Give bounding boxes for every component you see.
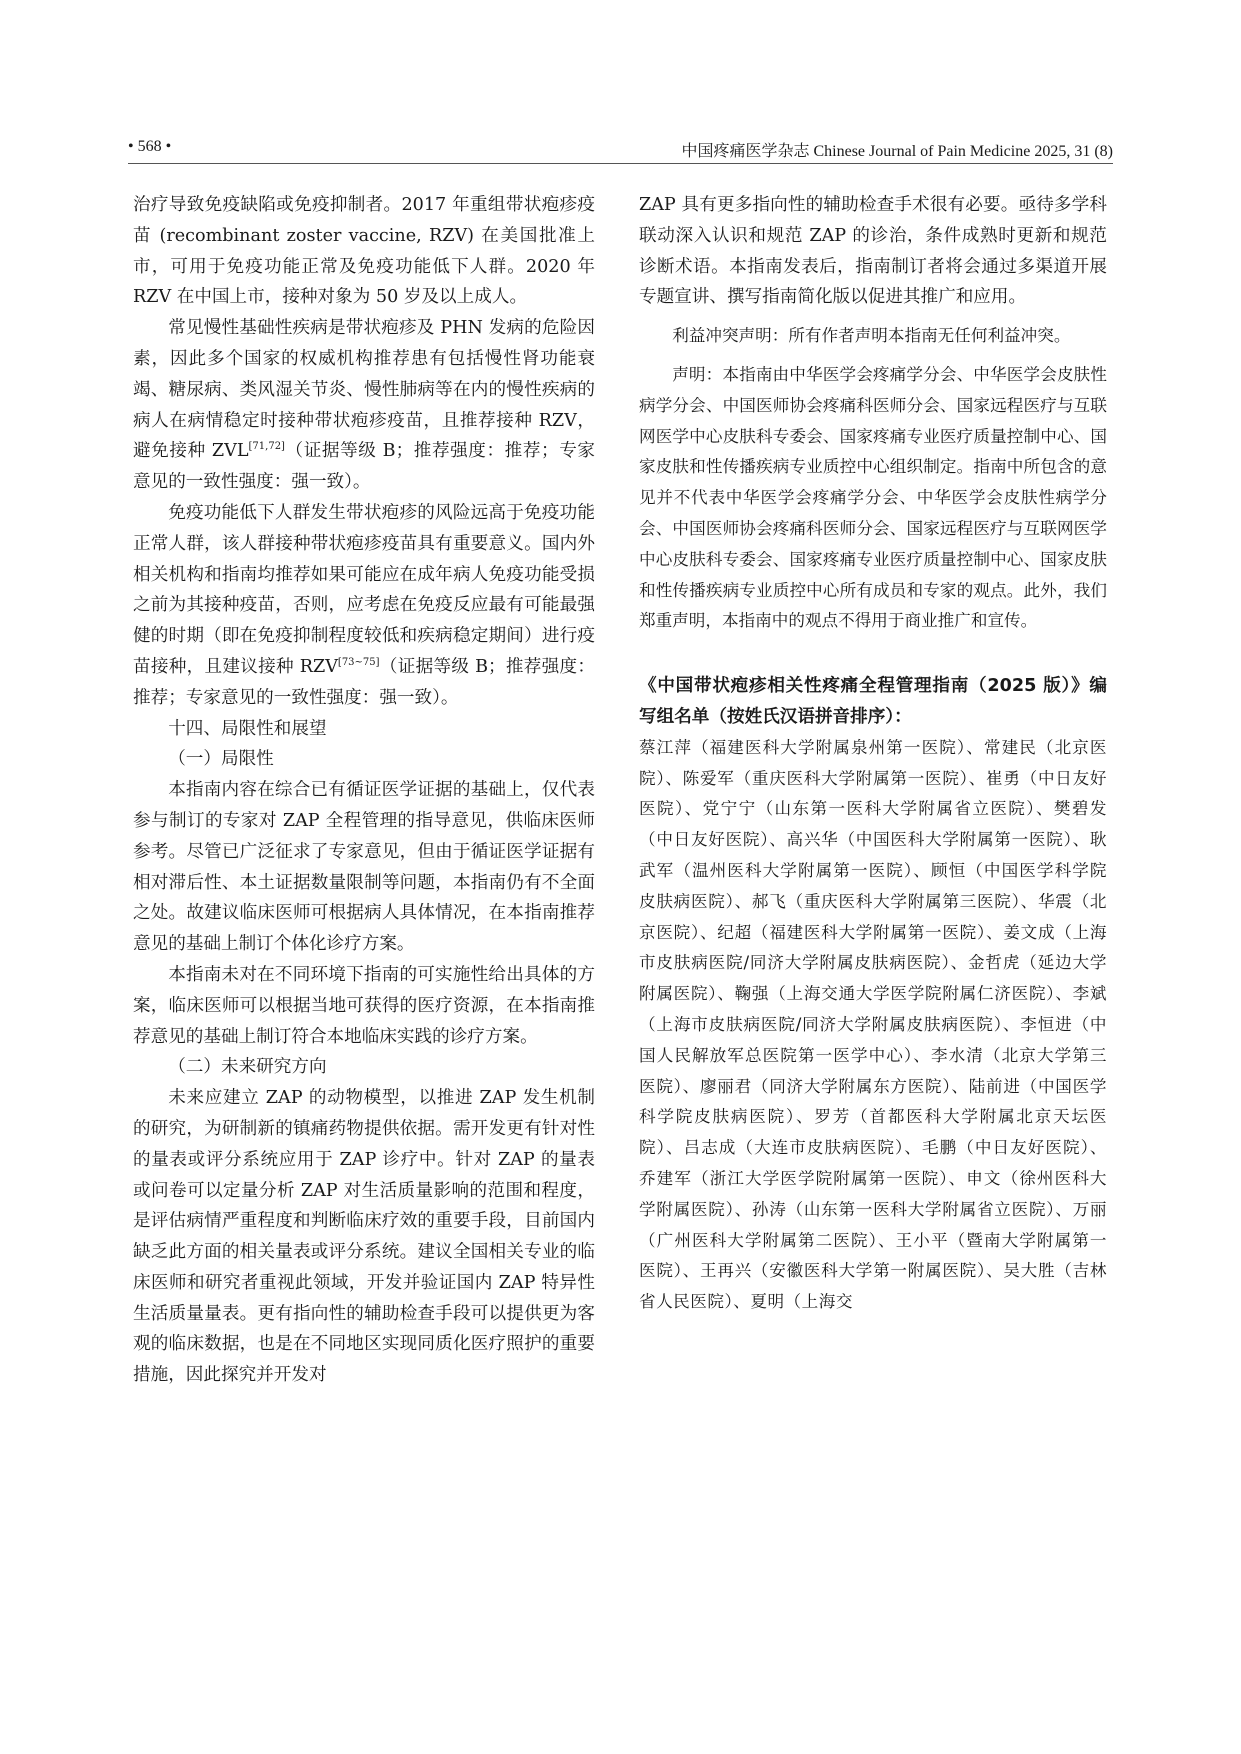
paragraph xyxy=(133,313,595,498)
paragraph: 本指南未对在不同环境下指南的可实施性给出具体的方案，临床医师可以根据当地可获得的医疗资源，在本指南推荐意见的基础上制订符合本地临床实践的诊疗方案。 xyxy=(133,964,595,1047)
subsection-heading: （一）局限性 xyxy=(168,749,274,770)
paragraph-text: 免疫功能低下人群发生带状疱疹的风险远高于免疫功能正常人群，该人群接种带状疱疹疫苗具有重要意义。国内外相关机构和指南均推荐如果可能应在成年病人免疫功能受损之前为其接种疫苗，否则，应考虑在免疫反应最有可能最强健的时期（即在免疫抑制程度较低和疾病稳定期间）进行疫苗接种，且建议接种 RZV xyxy=(133,502,595,677)
right-column xyxy=(639,190,1107,1318)
header-rule xyxy=(128,163,1113,164)
disclaimer: 声明：本指南由中华医学会疼痛学分会、中华医学会皮肤性病学分会、中国医师协会疼痛科医师分会、国家远程医疗与互联网医学中心皮肤科专委会、国家疼痛专业医疗质量控制中心、国家皮肤和性传播疾病专业质控中心组织制定。指南中所包含的意见并不代表中华医学会疼痛学分会、中华医学会皮肤性病学分会、中国医师协会疼痛科医师分会、国家远程医疗与互联网医学中心皮肤科专委会、国家疼痛专业医疗质量控制中心、国家皮肤和性传播疾病专业质控中心所有成员和专家的观点。此外，我们郑重声明，本指南中的观点不得用于商业推广和宣传。 xyxy=(639,364,1107,631)
author-roster: 蔡江萍（福建医科大学附属泉州第一医院）、常建民（北京医院）、陈爱军（重庆医科大学附属第一医院）、崔勇（中日友好医院）、党宁宁（山东第一医科大学附属省立医院）、樊碧发（中日友好医院）、高兴华（中国医科大学附属第一医院）、耿武军（温州医科大学附属第一医院）、顾恒（中国医学科学院皮肤病医院）、郝飞（重庆医科大学附属第三医院）、华震（北京医院）、纪超（福建医科大学附属第一医院）、姜文成（上海市皮肤病医院/同济大学附属皮肤病医院）、金哲虎（延边大学附属医院）、鞠强（上海交通大学医学院附属仁济医院）、李斌（上海市皮肤病医院/同济大学附属皮肤病医院）、李恒进（中国人民解放军总医院第一医学中心）、李水清（北京大学第三医院）、廖丽君（同济大学附属东方医院）、陆前进（中国医学科学院皮肤病医院）、罗芳（首都医科大学附属北京天坛医院）、吕志成（大连市皮肤病医院）、毛鹏（中日友好医院）、乔建军（浙江大学医学院附属第一医院）、申文（徐州医科大学附属医院）、孙涛（山东第一医科大学附属省立医院）、万丽（广州医科大学附属第二医院）、王小平（暨南大学附属第一医院）、王再兴（安徽医科大学第一附属医院）、吴大胜（吉林省人民医院）、夏明（上海交 xyxy=(639,737,1107,1312)
citation-ref: [71,72] xyxy=(248,441,285,453)
journal-citation: 中国疼痛医学杂志 Chinese Journal of Pain Medicine 2025, 31 (8) xyxy=(681,143,1113,160)
page-number: • 568 • xyxy=(128,138,172,155)
paragraph: 未来应建立 ZAP 的动物模型，以推进 ZAP 发生机制的研究，为研制新的镇痛药物提供依据。需开发更有针对性的量表或评分系统应用于 ZAP 诊疗中。针对 ZAP 的量表或问卷可以定量分析 ZAP 对生活质量影响的范围和程度，是评估病情严重程度和判断临床疗效的重要手段，目前国内缺乏此方面的相关量表或评分系统。建议全国相关专业的临床医师和研究者重视此领域，开发并验证国内 ZAP 特异性生活质量量表。更有指向性的辅助检查手段可以提供更为客观的临床数据，也是在不同地区实现同质化医疗照护的重要措施，因此探究并开发对 xyxy=(133,1088,595,1386)
left-column xyxy=(133,190,595,1391)
section-heading: 十四、局限性和展望 xyxy=(168,718,327,739)
paragraph: 治疗导致免疫缺陷或免疫抑制者。2017 年重组带状疱疹疫苗 (recombinant zoster vaccine, RZV) 在美国批准上市，可用于免疫功能正常及免疫功能低下人群。2020 年 RZV 在中国上市，接种对象为 50 岁及以上成人。 xyxy=(133,195,595,308)
running-header xyxy=(128,138,1113,164)
paragraph: ZAP 具有更多指向性的辅助检查手术很有必要。亟待多学科联动深入认识和规范 ZAP 的诊治，条件成熟时更新和规范诊断术语。本指南发表后，指南制订者将会通过多渠道开展专题宣讲、撰写指南简化版以促进其推广和应用。 xyxy=(639,195,1107,308)
paragraph-text: 常见慢性基础性疾病是带状疱疹及 PHN 发病的危险因素，因此多个国家的权威机构推荐患有包括慢性肾功能衰竭、糖尿病、类风湿关节炎、慢性肺病等在内的慢性疾病的病人在病情稳定时接种带状疱疹疫苗，且推荐接种 RZV，避免接种 ZVL xyxy=(133,318,595,462)
paragraph xyxy=(133,498,595,714)
paragraph: 本指南内容在综合已有循证医学证据的基础上，仅代表参与制订的专家对 ZAP 全程管理的指导意见，供临床医师参考。尽管已广泛征求了专家意见，但由于循证医学证据有相对滞后性、本土证据数量限制等问题，本指南仍有不全面之处。故建议临床医师可根据病人具体情况，在本指南推荐意见的基础上制订个体化诊疗方案。 xyxy=(133,780,595,955)
author-roster-title: 《中国带状疱疹相关性疼痛全程管理指南（2025 版）》编写组名单（按姓氏汉语拼音排序）： xyxy=(639,676,1107,727)
paragraph-text: （证据等级 B；推荐强度：推荐；专家意见的一致性强度：强一致）。 xyxy=(133,441,595,493)
subsection-heading: （二）未来研究方向 xyxy=(168,1057,327,1078)
citation-ref: [73~75] xyxy=(337,657,380,669)
paragraph-text: （证据等级 B；推荐强度：推荐；专家意见的一致性强度：强一致）。 xyxy=(133,656,595,708)
conflict-of-interest: 利益冲突声明：所有作者声明本指南无任何利益冲突。 xyxy=(672,326,1071,346)
